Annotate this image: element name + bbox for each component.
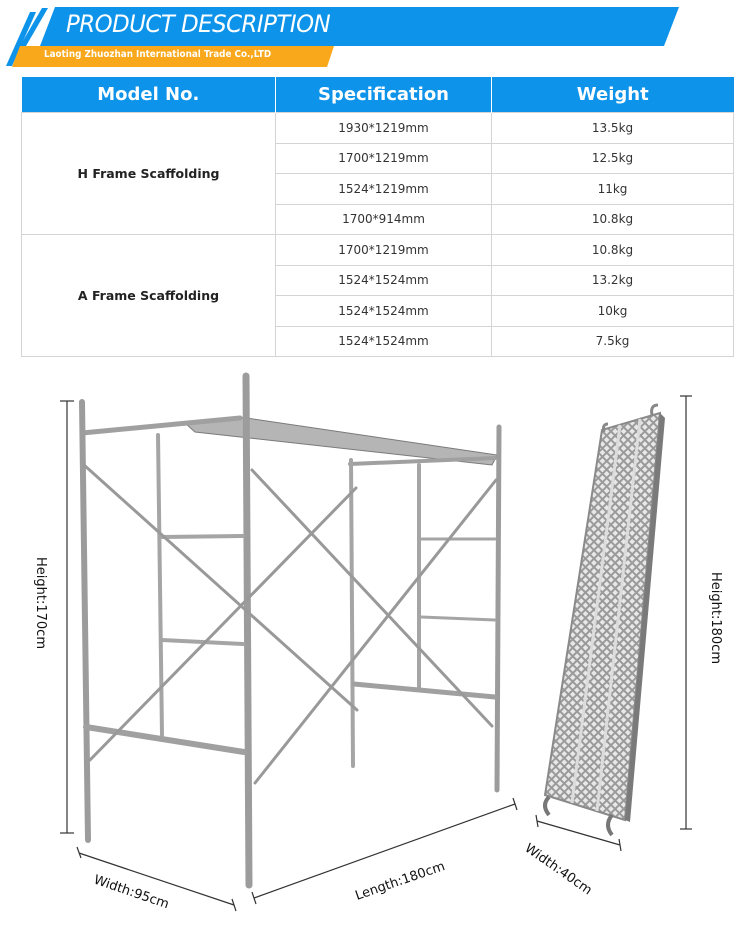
weight-cell: 10kg: [492, 296, 734, 327]
scaffolding-drawing: [0, 360, 750, 937]
frame-length-label: Length:180cm: [353, 859, 448, 904]
scaffolding-illustration: [0, 360, 750, 937]
weight-cell: 13.2kg: [492, 265, 734, 296]
company-name: Laoting Zhuozhan International Trade Co.,LTD: [44, 49, 272, 60]
plank-width-label: Width:40cm: [521, 840, 595, 899]
spec-cell: 1524*1524mm: [276, 296, 492, 327]
plank-hook-bottom-left: [545, 797, 549, 815]
spec-cell: 1930*1219mm: [276, 113, 492, 144]
table-row: [22, 235, 734, 266]
product-description-banner: [0, 0, 750, 70]
header-specification: Specification: [276, 77, 492, 113]
weight-cell: 7.5kg: [492, 326, 734, 357]
table-header-row: [22, 77, 734, 113]
spec-cell: 1700*1219mm: [276, 143, 492, 174]
spec-cell: 1700*1219mm: [276, 235, 492, 266]
weight-cell: 10.8kg: [492, 204, 734, 235]
weight-cell: 13.5kg: [492, 113, 734, 144]
weight-cell: 10.8kg: [492, 235, 734, 266]
header-model-no: Model No.: [22, 77, 276, 113]
plank-hook-bottom-right: [608, 815, 612, 835]
spec-cell: 1524*1524mm: [276, 265, 492, 296]
spec-cell: 1524*1219mm: [276, 174, 492, 205]
model-cell-h-frame: H Frame Scaffolding: [22, 113, 276, 235]
h-frame-scaffold: [82, 376, 499, 885]
spec-table: [21, 77, 734, 357]
table-row: [22, 113, 734, 144]
plank-height-label: Height:180cm: [708, 572, 723, 664]
header-weight: Weight: [492, 77, 734, 113]
frame-width-label: Width:95cm: [91, 872, 171, 913]
banner-title: PRODUCT DESCRIPTION: [66, 10, 331, 38]
model-cell-a-frame: A Frame Scaffolding: [22, 235, 276, 357]
mesh-plank: [545, 405, 665, 835]
weight-cell: 11kg: [492, 174, 734, 205]
spec-cell: 1524*1524mm: [276, 326, 492, 357]
frame-height-label: Height:170cm: [33, 557, 48, 649]
spec-cell: 1700*914mm: [276, 204, 492, 235]
weight-cell: 12.5kg: [492, 143, 734, 174]
